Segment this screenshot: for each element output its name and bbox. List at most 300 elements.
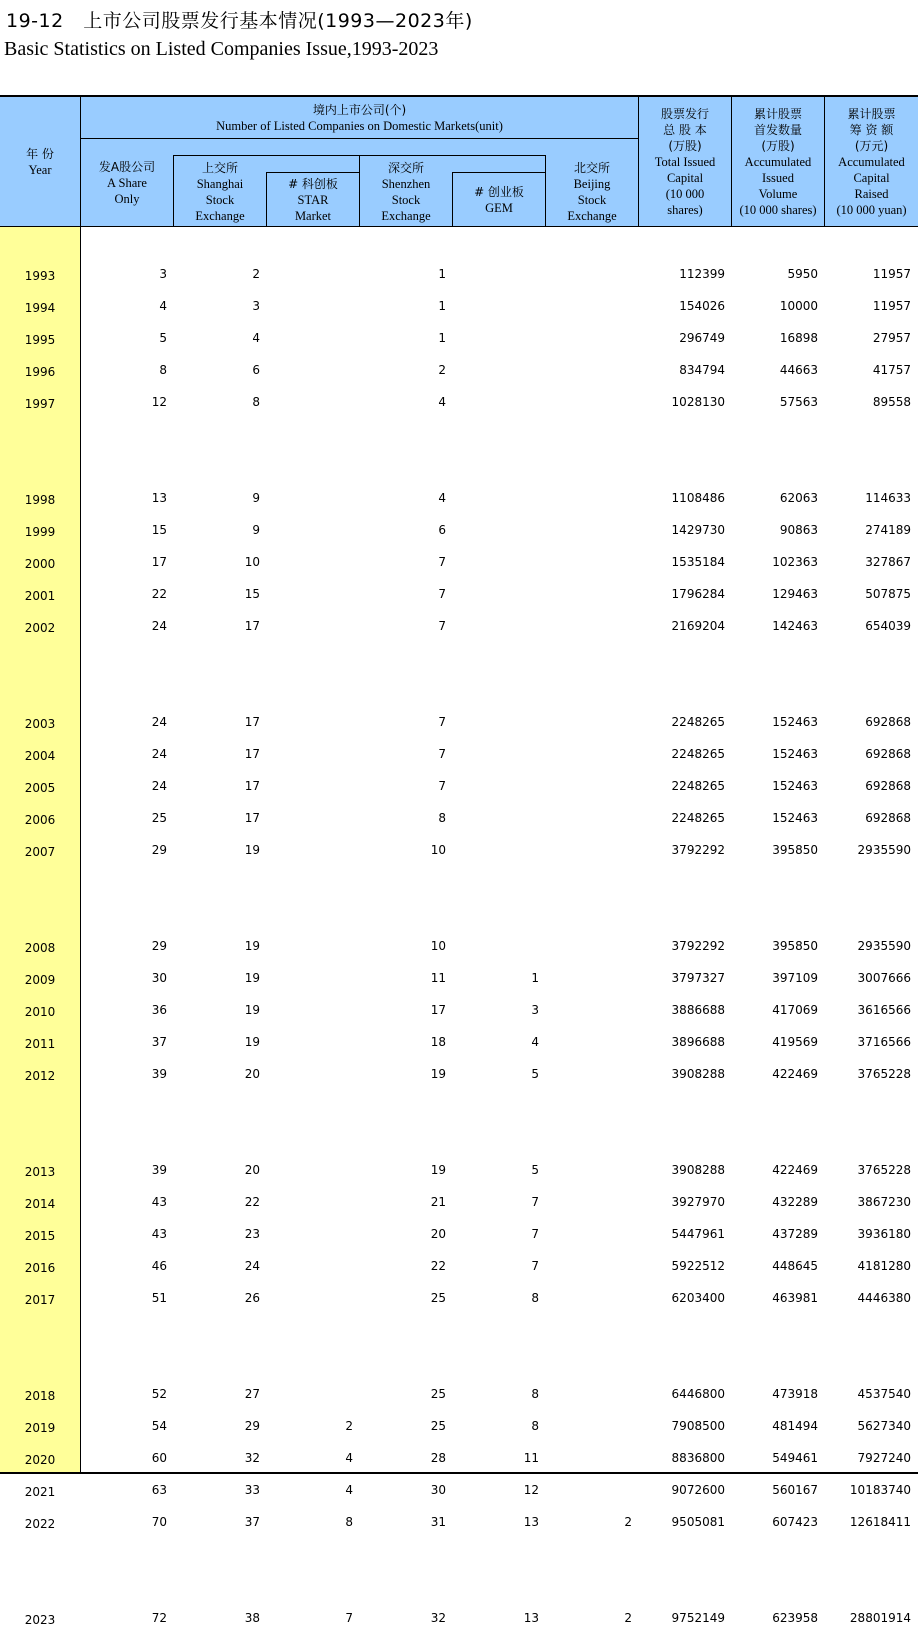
cell-a-share: 54 — [151, 1419, 167, 1433]
cell-year: 1995 — [24, 333, 56, 347]
cell-shanghai: 32 — [244, 1451, 260, 1465]
cell-year: 1997 — [24, 397, 56, 411]
cell-shenzhen: 4 — [438, 491, 446, 505]
header-year-en: Year — [28, 163, 52, 177]
cell-acc-volume: 152463 — [772, 811, 818, 825]
cell-acc-capital: 507875 — [865, 587, 911, 601]
table-row — [0, 392, 918, 412]
cell-acc-volume: 437289 — [772, 1227, 818, 1241]
cell-star — [267, 264, 353, 284]
cell-total-capital: 112399 — [679, 267, 725, 281]
cell-year: 2012 — [24, 1069, 56, 1083]
cell-a-share: 15 — [151, 523, 167, 537]
table-bottom-rule — [0, 1472, 918, 1474]
cell-shenzhen: 7 — [438, 555, 446, 569]
cell-shanghai: 19 — [244, 1035, 260, 1049]
cell-year: 2010 — [24, 1005, 56, 1019]
table-row — [0, 488, 918, 508]
cell-shanghai: 9 — [252, 523, 260, 537]
header-shenzhen — [360, 156, 452, 227]
cell-acc-capital: 3936180 — [857, 1227, 911, 1241]
cell-total-capital: 296749 — [679, 331, 725, 345]
cell-acc-volume: 395850 — [772, 939, 818, 953]
cell-star — [267, 1160, 353, 1180]
table-row — [0, 712, 918, 732]
cell-acc-capital: 5627340 — [857, 1419, 911, 1433]
cell-year: 2017 — [24, 1293, 56, 1307]
cell-total-capital: 2248265 — [671, 779, 725, 793]
header-acc-capital-en: (10 000 yuan) — [836, 203, 907, 217]
cell-acc-capital: 274189 — [865, 523, 911, 537]
cell-acc-capital: 3867230 — [857, 1195, 911, 1209]
cell-a-share: 39 — [151, 1163, 167, 1177]
cell-shanghai: 19 — [244, 843, 260, 857]
cell-gem: 13 — [523, 1611, 539, 1625]
cell-shanghai: 38 — [244, 1611, 260, 1625]
cell-acc-capital: 114633 — [865, 491, 911, 505]
cell-total-capital: 3908288 — [671, 1067, 725, 1081]
cell-shanghai: 9 — [252, 491, 260, 505]
cell-star — [267, 1384, 353, 1404]
cell-acc-volume: 560167 — [772, 1483, 818, 1497]
cell-shanghai: 3 — [252, 299, 260, 313]
cell-star — [267, 616, 353, 636]
header-star-en: STAR — [297, 193, 329, 207]
cell-beijing — [546, 1480, 632, 1500]
cell-total-capital: 834794 — [679, 363, 725, 377]
cell-star — [267, 296, 353, 316]
cell-total-capital: 9505081 — [671, 1515, 725, 1529]
cell-a-share: 63 — [151, 1483, 167, 1497]
cell-shenzhen: 30 — [430, 1483, 446, 1497]
cell-acc-capital: 27957 — [872, 331, 911, 345]
cell-a-share: 52 — [151, 1387, 167, 1401]
cell-total-capital: 8836800 — [671, 1451, 725, 1465]
cell-shenzhen: 10 — [430, 939, 446, 953]
cell-a-share: 37 — [151, 1035, 167, 1049]
cell-total-capital: 3908288 — [671, 1163, 725, 1177]
cell-acc-volume: 57563 — [779, 395, 818, 409]
cell-gem: 11 — [523, 1451, 539, 1465]
cell-gem: 8 — [531, 1419, 539, 1433]
cell-year: 2011 — [24, 1037, 56, 1051]
header-accumulated-capital — [825, 97, 918, 227]
cell-year: 2001 — [24, 589, 56, 603]
header-domestic-companies — [81, 97, 638, 138]
cell-acc-volume: 90863 — [779, 523, 818, 537]
cell-acc-volume: 432289 — [772, 1195, 818, 1209]
cell-year: 1998 — [24, 493, 56, 507]
cell-shanghai: 33 — [244, 1483, 260, 1497]
header-shenzhen-en: Shenzhen — [381, 176, 431, 191]
cell-star: 2 — [345, 1419, 353, 1433]
cell-a-share: 5 — [159, 331, 167, 345]
cell-acc-volume: 44663 — [779, 363, 818, 377]
cell-beijing — [546, 616, 632, 636]
cell-gem: 5 — [531, 1163, 539, 1177]
cell-a-share: 24 — [151, 747, 167, 761]
cell-beijing — [546, 1192, 632, 1212]
cell-shanghai: 20 — [244, 1067, 260, 1081]
cell-total-capital: 2248265 — [671, 811, 725, 825]
header-year — [0, 97, 80, 227]
cell-year: 2020 — [24, 1453, 56, 1467]
header-shanghai-en: Shanghai — [196, 176, 244, 191]
header-total-capital — [639, 97, 731, 227]
cell-total-capital: 5922512 — [671, 1259, 725, 1273]
cell-shenzhen: 1 — [438, 299, 446, 313]
cell-shenzhen: 8 — [438, 811, 446, 825]
cell-star — [267, 1000, 353, 1020]
cell-a-share: 24 — [151, 715, 167, 729]
cell-shanghai: 27 — [244, 1387, 260, 1401]
cell-a-share: 72 — [151, 1611, 167, 1625]
cell-shenzhen: 21 — [430, 1195, 446, 1209]
cell-total-capital: 2169204 — [671, 619, 725, 633]
cell-star — [267, 488, 353, 508]
cell-acc-volume: 417069 — [772, 1003, 818, 1017]
cell-year: 2022 — [24, 1517, 56, 1531]
table-row — [0, 296, 918, 316]
header-beijing-cn: 北交所 — [573, 160, 610, 175]
table-row — [0, 936, 918, 956]
cell-year: 2018 — [24, 1389, 56, 1403]
cell-beijing — [546, 1224, 632, 1244]
header-acc-volume-cn: (万股) — [761, 139, 795, 153]
table-title-en: Basic Statistics on Listed Companies Issue,1993-2023 — [4, 38, 439, 60]
cell-year: 2006 — [24, 813, 56, 827]
cell-shanghai: 17 — [244, 811, 260, 825]
cell-year: 2019 — [24, 1421, 56, 1435]
cell-beijing — [546, 1160, 632, 1180]
cell-acc-volume: 607423 — [772, 1515, 818, 1529]
cell-beijing — [546, 328, 632, 348]
cell-gem — [453, 488, 539, 508]
cell-gem — [453, 296, 539, 316]
cell-shenzhen: 28 — [430, 1451, 446, 1465]
cell-shanghai: 17 — [244, 715, 260, 729]
cell-year: 2023 — [24, 1613, 56, 1627]
cell-year: 1994 — [24, 301, 56, 315]
cell-shenzhen: 7 — [438, 779, 446, 793]
cell-beijing — [546, 1032, 632, 1052]
cell-shenzhen: 7 — [438, 715, 446, 729]
cell-star — [267, 712, 353, 732]
table-row — [0, 1480, 918, 1500]
cell-beijing — [546, 1000, 632, 1020]
cell-beijing — [546, 1384, 632, 1404]
cell-star — [267, 1192, 353, 1212]
cell-beijing — [546, 360, 632, 380]
header-a-share-en: Only — [114, 192, 140, 206]
cell-shenzhen: 1 — [438, 331, 446, 345]
header-a-share-en: A Share — [107, 176, 147, 190]
cell-a-share: 3 — [159, 267, 167, 281]
table-row — [0, 808, 918, 828]
header-acc-capital-en: Raised — [854, 187, 889, 201]
cell-a-share: 24 — [151, 619, 167, 633]
header-acc-volume-en: Accumulated — [744, 155, 812, 169]
header-a-share-cn: 发A股公司 — [98, 160, 156, 174]
cell-star — [267, 1032, 353, 1052]
cell-a-share: 36 — [151, 1003, 167, 1017]
cell-a-share: 17 — [151, 555, 167, 569]
cell-acc-volume: 397109 — [772, 971, 818, 985]
cell-beijing: 2 — [624, 1611, 632, 1625]
cell-acc-volume: 152463 — [772, 747, 818, 761]
cell-acc-volume: 473918 — [772, 1387, 818, 1401]
header-total-capital-en: shares) — [667, 203, 703, 217]
cell-total-capital: 5447961 — [671, 1227, 725, 1241]
cell-gem — [453, 840, 539, 860]
cell-acc-capital: 3765228 — [857, 1067, 911, 1081]
table-row — [0, 1192, 918, 1212]
cell-shenzhen: 25 — [430, 1387, 446, 1401]
cell-year: 2021 — [24, 1485, 56, 1499]
cell-shanghai: 19 — [244, 1003, 260, 1017]
cell-total-capital: 1535184 — [671, 555, 725, 569]
table-row — [0, 1288, 918, 1308]
cell-total-capital: 2248265 — [671, 747, 725, 761]
table-row — [0, 1608, 918, 1628]
cell-a-share: 25 — [151, 811, 167, 825]
cell-acc-volume: 463981 — [772, 1291, 818, 1305]
cell-acc-capital: 3616566 — [857, 1003, 911, 1017]
cell-total-capital: 3792292 — [671, 843, 725, 857]
table-row — [0, 968, 918, 988]
cell-gem: 7 — [531, 1195, 539, 1209]
cell-a-share: 24 — [151, 779, 167, 793]
cell-acc-volume: 481494 — [772, 1419, 818, 1433]
cell-shanghai: 17 — [244, 779, 260, 793]
cell-shenzhen: 11 — [430, 971, 446, 985]
cell-a-share: 70 — [151, 1515, 167, 1529]
cell-gem: 3 — [531, 1003, 539, 1017]
cell-beijing — [546, 520, 632, 540]
cell-total-capital: 154026 — [679, 299, 725, 313]
cell-star: 4 — [345, 1451, 353, 1465]
header-shenzhen-en: Exchange — [381, 208, 431, 223]
cell-shenzhen: 7 — [438, 747, 446, 761]
cell-beijing — [546, 968, 632, 988]
cell-acc-capital: 327867 — [865, 555, 911, 569]
cell-shanghai: 19 — [244, 971, 260, 985]
cell-shanghai: 37 — [244, 1515, 260, 1529]
cell-total-capital: 3927970 — [671, 1195, 725, 1209]
cell-beijing — [546, 1416, 632, 1436]
cell-beijing — [546, 296, 632, 316]
cell-shenzhen: 25 — [430, 1291, 446, 1305]
cell-acc-capital: 3716566 — [857, 1035, 911, 1049]
cell-a-share: 43 — [151, 1195, 167, 1209]
header-domestic-cn: 境内上市公司(个) — [312, 102, 407, 117]
header-shanghai-en: Stock — [205, 192, 235, 207]
header-acc-volume-en: Volume — [758, 187, 798, 201]
cell-acc-capital: 11957 — [872, 267, 911, 281]
cell-shanghai: 23 — [244, 1227, 260, 1241]
cell-year: 2007 — [24, 845, 56, 859]
header-gem — [453, 173, 545, 227]
cell-gem — [453, 616, 539, 636]
cell-total-capital: 1796284 — [671, 587, 725, 601]
table-row — [0, 1256, 918, 1276]
table-row — [0, 1448, 918, 1468]
cell-shenzhen: 19 — [430, 1163, 446, 1177]
cell-gem — [453, 808, 539, 828]
cell-year: 1996 — [24, 365, 56, 379]
cell-shenzhen: 22 — [430, 1259, 446, 1273]
cell-acc-capital: 692868 — [865, 779, 911, 793]
cell-star — [267, 328, 353, 348]
cell-shanghai: 17 — [244, 619, 260, 633]
cell-star — [267, 1288, 353, 1308]
cell-shenzhen: 17 — [430, 1003, 446, 1017]
cell-gem — [453, 584, 539, 604]
cell-acc-volume: 142463 — [772, 619, 818, 633]
cell-shenzhen: 4 — [438, 395, 446, 409]
table-row — [0, 552, 918, 572]
cell-shenzhen: 10 — [430, 843, 446, 857]
cell-a-share: 51 — [151, 1291, 167, 1305]
table-row — [0, 520, 918, 540]
cell-year: 2003 — [24, 717, 56, 731]
cell-shanghai: 15 — [244, 587, 260, 601]
cell-acc-capital: 28801914 — [849, 1611, 911, 1625]
table-row — [0, 1416, 918, 1436]
cell-beijing — [546, 808, 632, 828]
table-row — [0, 1224, 918, 1244]
table-row — [0, 1160, 918, 1180]
cell-acc-volume: 623958 — [772, 1611, 818, 1625]
cell-star — [267, 520, 353, 540]
table-row — [0, 1384, 918, 1404]
cell-acc-capital: 2935590 — [857, 843, 911, 857]
cell-a-share: 13 — [151, 491, 167, 505]
cell-acc-capital: 2935590 — [857, 939, 911, 953]
cell-acc-volume: 10000 — [779, 299, 818, 313]
cell-year: 1993 — [24, 269, 56, 283]
cell-year: 2009 — [24, 973, 56, 987]
cell-beijing — [546, 1256, 632, 1276]
table-row — [0, 616, 918, 636]
cell-a-share: 8 — [159, 363, 167, 377]
cell-year: 2016 — [24, 1261, 56, 1275]
header-a-share — [81, 139, 173, 227]
cell-gem — [453, 936, 539, 956]
cell-a-share: 22 — [151, 587, 167, 601]
header-beijing-en: Exchange — [567, 208, 617, 223]
cell-a-share: 12 — [151, 395, 167, 409]
header-gem-cn: # 创业板 — [474, 185, 524, 199]
header-shanghai-cn: 上交所 — [201, 160, 238, 175]
cell-gem: 8 — [531, 1291, 539, 1305]
cell-total-capital: 6203400 — [671, 1291, 725, 1305]
cell-a-share: 39 — [151, 1067, 167, 1081]
cell-gem: 8 — [531, 1387, 539, 1401]
header-acc-capital-en: Accumulated — [838, 155, 905, 169]
cell-total-capital: 3792292 — [671, 939, 725, 953]
header-domestic-en: Number of Listed Companies on Domestic Markets(unit) — [216, 118, 503, 133]
cell-gem — [453, 392, 539, 412]
header-beijing-en: Stock — [577, 192, 607, 207]
cell-acc-volume: 419569 — [772, 1035, 818, 1049]
header-total-capital-en: Capital — [666, 171, 704, 185]
cell-star — [267, 936, 353, 956]
cell-shenzhen: 1 — [438, 267, 446, 281]
cell-acc-volume: 129463 — [772, 587, 818, 601]
cell-acc-capital: 4537540 — [857, 1387, 911, 1401]
cell-total-capital: 3896688 — [671, 1035, 725, 1049]
cell-beijing — [546, 392, 632, 412]
cell-gem — [453, 776, 539, 796]
cell-shenzhen: 19 — [430, 1067, 446, 1081]
header-acc-volume-en: Issued — [762, 171, 794, 185]
cell-a-share: 4 — [159, 299, 167, 313]
cell-total-capital: 6446800 — [671, 1387, 725, 1401]
cell-acc-capital: 89558 — [872, 395, 911, 409]
cell-a-share: 60 — [151, 1451, 167, 1465]
cell-beijing — [546, 936, 632, 956]
cell-acc-volume: 152463 — [772, 779, 818, 793]
cell-shanghai: 10 — [244, 555, 260, 569]
cell-shenzhen: 18 — [430, 1035, 446, 1049]
cell-gem: 5 — [531, 1067, 539, 1081]
cell-gem — [453, 520, 539, 540]
header-total-capital-cn: 股票发行 — [660, 107, 709, 121]
cell-acc-capital: 3007666 — [857, 971, 911, 985]
cell-acc-capital: 654039 — [865, 619, 911, 633]
cell-shanghai: 4 — [252, 331, 260, 345]
cell-year: 2002 — [24, 621, 56, 635]
cell-shanghai: 20 — [244, 1163, 260, 1177]
cell-shanghai: 19 — [244, 939, 260, 953]
cell-gem — [453, 744, 539, 764]
cell-beijing — [546, 744, 632, 764]
table-row — [0, 840, 918, 860]
cell-star — [267, 360, 353, 380]
cell-gem — [453, 360, 539, 380]
cell-shanghai: 26 — [244, 1291, 260, 1305]
cell-gem — [453, 328, 539, 348]
cell-beijing — [546, 840, 632, 860]
cell-total-capital: 9072600 — [671, 1483, 725, 1497]
header-star-cn: # 科创板 — [288, 177, 338, 191]
table-row — [0, 1000, 918, 1020]
cell-acc-capital: 692868 — [865, 747, 911, 761]
cell-total-capital: 1429730 — [671, 523, 725, 537]
cell-total-capital: 2248265 — [671, 715, 725, 729]
cell-star — [267, 584, 353, 604]
cell-shenzhen: 31 — [430, 1515, 446, 1529]
cell-shanghai: 17 — [244, 747, 260, 761]
cell-gem: 7 — [531, 1259, 539, 1273]
header-beijing-en: Beijing — [573, 176, 611, 191]
cell-acc-volume: 16898 — [779, 331, 818, 345]
table-row — [0, 1512, 918, 1532]
cell-star: 8 — [345, 1515, 353, 1529]
header-acc-volume-en: (10 000 shares) — [739, 203, 817, 217]
cell-star: 7 — [345, 1611, 353, 1625]
cell-gem — [453, 712, 539, 732]
cell-year: 2008 — [24, 941, 56, 955]
cell-acc-capital: 692868 — [865, 811, 911, 825]
cell-acc-capital: 4446380 — [857, 1291, 911, 1305]
cell-beijing — [546, 1064, 632, 1084]
cell-year: 2005 — [24, 781, 56, 795]
table-title-cn: 19-12 上市公司股票发行基本情况(1993—2023年) — [6, 10, 473, 32]
cell-gem: 7 — [531, 1227, 539, 1241]
cell-acc-volume: 102363 — [772, 555, 818, 569]
